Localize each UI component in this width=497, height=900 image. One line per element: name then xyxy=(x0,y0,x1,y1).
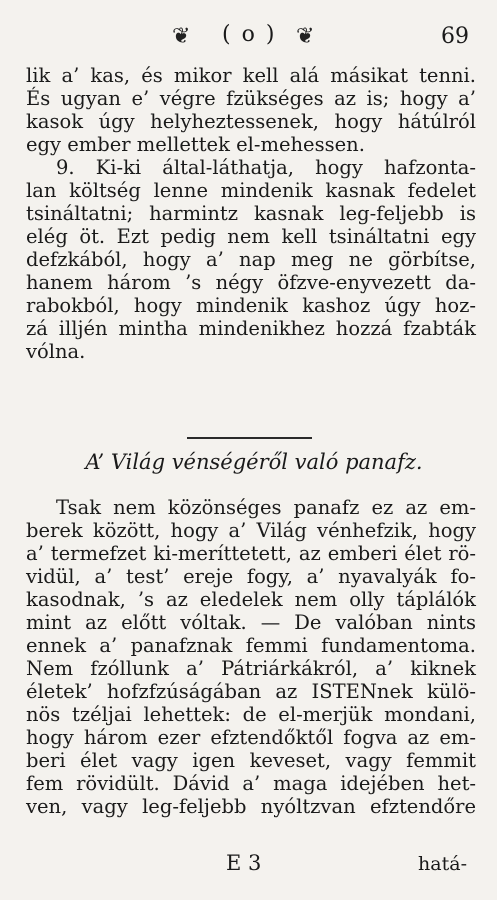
text-line: ennek a’ panafznak femmi fundamentoma. xyxy=(26,634,476,657)
text-line: zá illjén mintha mindenikhez hozzá fzabták xyxy=(26,317,476,340)
text-line: ven, vagy leg-feljebb nyóltzvan efztendőre xyxy=(26,795,476,818)
signature-mark: E 3 xyxy=(226,851,262,875)
body-text-bottom xyxy=(26,496,476,818)
page-number: 69 xyxy=(441,24,469,49)
text-line: berek között, hogy a’ Világ vénhefzik, hogy xyxy=(26,519,476,542)
text-line: kasodnak, ’s az eledelek nem olly táplálók xyxy=(26,588,476,611)
body-text-top xyxy=(26,64,476,363)
text-line: vidül, a’ test’ ereje fogy, a’ nyavalyák fo- xyxy=(26,565,476,588)
text-line: lan költség lenne mindenik kasnak fedelet xyxy=(26,179,476,202)
text-line: mint az előtt vóltak. — De valóban nints xyxy=(26,611,476,634)
flower-ornament-icon: ❦ xyxy=(172,24,191,49)
text-line: beri élet vagy igen keveset, vagy femmit xyxy=(26,749,476,772)
text-line: egy ember mellettek el-mehessen. xyxy=(26,133,365,156)
text-line: Tsak nem közönséges panafz ez az em- xyxy=(56,496,476,519)
text-line: hanem három ’s négy öfzve-enyvezett da- xyxy=(26,271,476,294)
text-line: lik a’ kas, és mikor kell alá másikat tenni. xyxy=(26,64,476,87)
page-footer xyxy=(0,851,497,881)
section-heading: A’ Világ vénségéről való panafz. xyxy=(85,450,423,474)
text-line: fem rövidült. Dávid a’ maga idejében het- xyxy=(26,772,476,795)
text-line: rabokból, hogy mindenik kashoz úgy hoz- xyxy=(26,294,476,317)
folio-mark: ( o ) xyxy=(222,22,277,47)
text-line: Nem fzóllunk a’ Pátriárkákról, a’ kiknek xyxy=(26,657,476,680)
text-line: nös tzéljai lehettek: de el-merjük mondani, xyxy=(26,703,476,726)
text-line: hogy három ezer efztendőktől fogva az em- xyxy=(26,726,476,749)
section-divider xyxy=(187,437,312,439)
text-line: tsináltatni; harmintz kasnak leg-feljebb is xyxy=(26,202,476,225)
text-line: 9. Ki-ki által-láthatja, hogy hafzonta- xyxy=(56,156,476,179)
flower-ornament-icon: ❦ xyxy=(296,24,315,49)
page-header xyxy=(0,14,497,54)
text-line: életek’ hofzfzúságában az ISTENnek külö- xyxy=(26,680,476,703)
text-line: a’ termefzet ki-meríttetett, az emberi élet rö- xyxy=(26,542,476,565)
text-line: elég öt. Ezt pedig nem kell tsináltatni egy xyxy=(26,225,476,248)
text-line: vólna. xyxy=(26,340,86,363)
text-line: kasok úgy helyheztessenek, hogy hátúlról xyxy=(26,110,476,133)
catchword: hatá- xyxy=(418,853,467,875)
text-line: defzkából, hogy a’ nap meg ne görbítse, xyxy=(26,248,476,271)
text-line: És ugyan e’ végre fzükséges az is; hogy a’ xyxy=(26,87,476,110)
